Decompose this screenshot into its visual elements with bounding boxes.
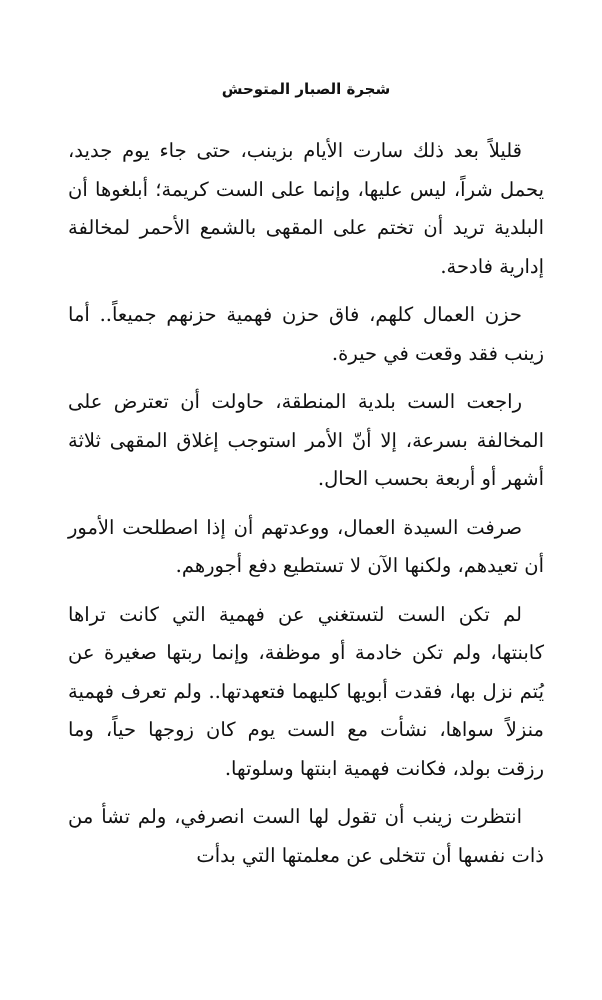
paragraph-6: انتظرت زينب أن تقول لها الست انصرفي، ولم تشأ من ذات نفسها أن تتخلى عن معلمتها التي بدأت xyxy=(68,805,544,867)
chapter-title: شجرة الصبار المتوحش xyxy=(221,80,391,98)
paragraph-1: قليلاً بعد ذلك سارت الأيام بزينب، حتى جاء يوم جديد، يحمل شراً، ليس عليها، وإنما على الست كريمة؛ أبلغوها أن البلدية تريد أن تختم على المقهى بالشمع الأحمر لمخالفة إدارية فادحة. xyxy=(68,139,544,278)
paragraph-3: راجعت الست بلدية المنطقة، حاولت أن تعترض على المخالفة بسرعة، إلا أنّ الأمر استوجب إغلاق المقهى ثلاثة أشهر أو أربعة بحسب الحال. xyxy=(68,390,544,490)
paragraph-4: صرفت السيدة العمال، ووعدتهم أن إذا اصطلحت الأمور أن تعيدهم، ولكنها الآن لا تستطيع دفع أجورهم. xyxy=(68,515,544,577)
paragraph-5: لم تكن الست لتستغني عن فهمية التي كانت تراها كابنتها، ولم تكن خادمة أو موظفة، وإنما ربتها صغيرة عن يُتم نزل بها، فقدت أبويها كليهما فتعهدتها.. ولم تعرف فهمية منزلاً سواها، نشأت مع الست يوم كان زوجها حياً، وما رزقت بولد، فكانت فهمية ابنتها وسلوتها. xyxy=(68,602,544,780)
paragraph-2: حزن العمال كلهم، فاق حزن فهمية حزنهم جميعاً.. أما زينب فقد وقعت في حيرة. xyxy=(68,303,544,365)
